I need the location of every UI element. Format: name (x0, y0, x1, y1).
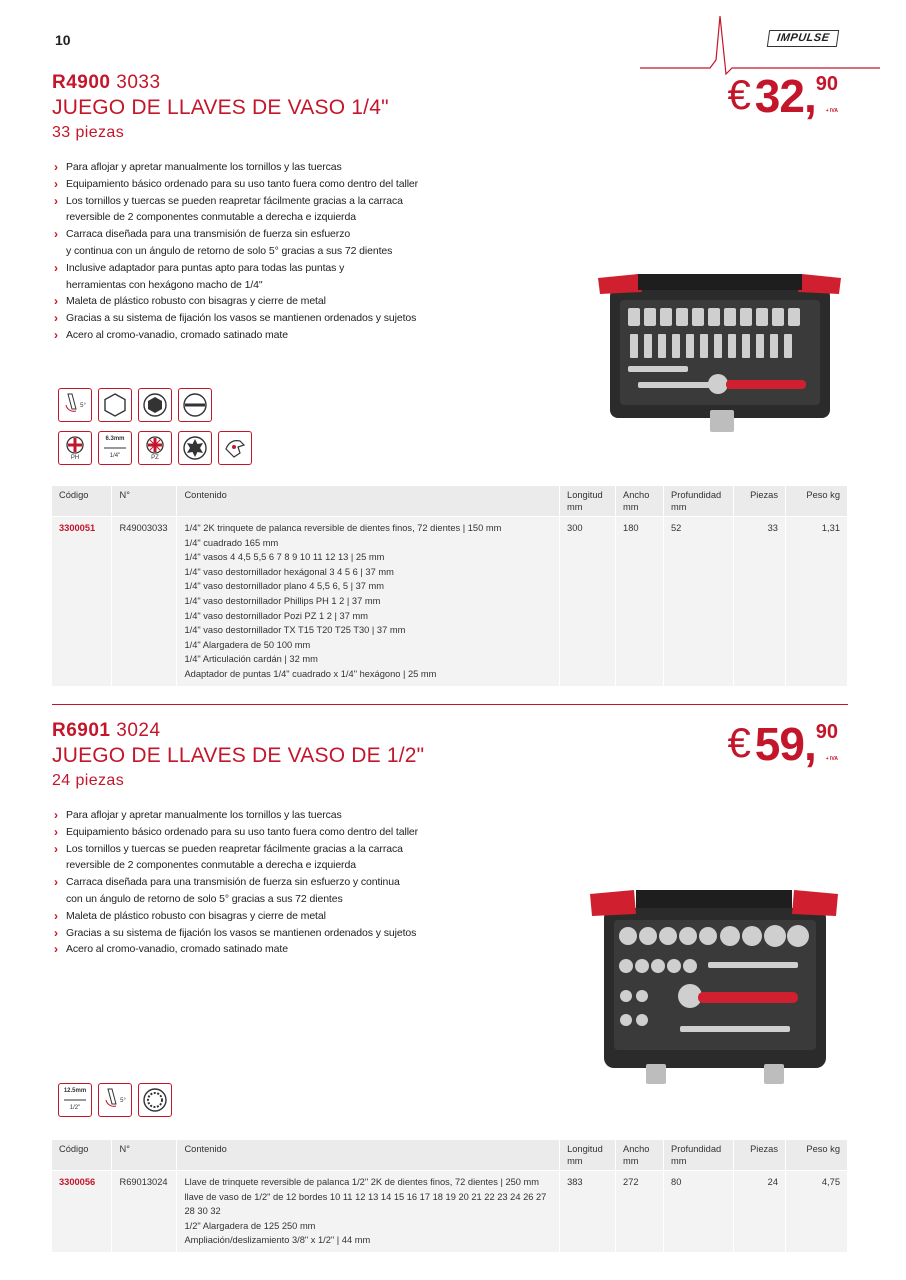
tax-note: + IVA (825, 756, 838, 762)
list-item: con un ángulo de retorno de solo 5° gracias a sus 72 dientes (66, 892, 343, 905)
table-row (52, 517, 848, 686)
column-header: Longitud mm (560, 486, 616, 517)
product-case-image-2 (590, 888, 840, 1088)
column-header: Código (52, 1140, 112, 1171)
column-header: Piezas (734, 486, 786, 517)
product-subtitle: 24 piezas (52, 772, 125, 789)
list-item: › Para aflojar y apretar manualmente los tornillos y las tuercas (54, 160, 342, 174)
brand-logo: IMPULSE (767, 30, 840, 47)
price-cents: 90 (815, 73, 838, 95)
list-item: › Carraca diseñada para una transmisión de fuerza sin esfuerzo y continua (54, 875, 400, 890)
column-header: Peso kg (785, 486, 847, 517)
list-item: › Equipamiento básico ordenado para su uso tanto fuera como dentro del taller (54, 824, 419, 839)
spec-table-2 (52, 1140, 848, 1252)
list-item: › Acero al cromo-vanadio, cromado satinado mate (54, 942, 288, 957)
feature-list-2 (52, 807, 492, 958)
pieces-cell: 24 (734, 1171, 786, 1252)
drive-size-icon: 6.3mm 1/4" (98, 431, 132, 465)
list-item: › Maleta de plástico robusto con bisagras y cierre de metal (54, 908, 326, 923)
phillips-icon: PH (58, 431, 92, 465)
hex-socket-icon (98, 388, 132, 422)
list-item: › Para aflojar y apretar manualmente los tornillos y las tuercas (54, 808, 342, 822)
feature-icons-row-1 (58, 388, 212, 422)
article-code: 3300056 (52, 1171, 112, 1252)
product-title: JUEGO DE LLAVES DE VASO DE 1/2" (52, 744, 425, 767)
ratchet-angle-icon: 5° (58, 388, 92, 422)
contents-cell: 1/4" 2K trinquete de palanca reversible de dientes finos, 72 dientes | 150 mm 1/4" cuadrado 165 mm 1/4" vasos 4 4,5 5,5 6 7 8 9 10 11 12 13 | 25 mm 1/4" vaso destornillador hexágonal 3 4 5 6 | 37 mm 1/4" vaso destornillador plano 4 5,5 6, 5 | 37 mm 1/4" vaso destornillador Phillips PH 1 2 | 37 mm 1/4" vaso destornillador Pozi PZ 1 2 | 37 mm 1/4" vaso destornillador TX T15 T20 T25 T30 | 37 mm 1/4" Alargadera de 50 100 mm 1/4" Articulación cardán | 32 mm Adaptador de puntas 1/4" cuadrado x 1/4" hexágono | 25 mm (177, 517, 560, 686)
product-title: JUEGO DE LLAVES DE VASO 1/4" (52, 96, 389, 119)
drive-size-icon: 12.5mm 1/2" (58, 1083, 92, 1117)
hex-key-icon (138, 388, 172, 422)
width-cell: 180 (616, 517, 664, 686)
list-item: › Gracias a su sistema de fijación los vasos se mantienen ordenados y sujetos (54, 925, 417, 940)
list-item: › Los tornillos y tuercas se pueden reapretar fácilmente gracias a la carraca (54, 193, 403, 208)
price-separator: , (803, 70, 816, 122)
column-header: N° (112, 1140, 177, 1171)
page-number: 10 (55, 32, 71, 48)
feature-list-1 (52, 159, 492, 344)
weight-cell: 4,75 (786, 1171, 848, 1252)
tax-note: + IVA (825, 108, 838, 114)
table-header-row (52, 486, 848, 517)
flat-screwdriver-icon (178, 388, 212, 422)
price-separator: , (803, 718, 816, 770)
table-row (52, 1171, 848, 1252)
list-item: › Equipamiento básico ordenado para su uso tanto fuera como dentro del taller (54, 176, 419, 191)
product-subtitle: 33 piezas (52, 124, 125, 141)
torx-icon (178, 431, 212, 465)
pozidriv-icon: PZ (138, 431, 172, 465)
list-item: reversible de 2 componentes conmutable a derecha e izquierda (66, 859, 356, 872)
product-code: R4900 3033 (52, 72, 161, 93)
ratchet-angle-icon: 5° (98, 1083, 132, 1117)
price-tag (727, 70, 838, 122)
column-header: Ancho mm (616, 486, 664, 517)
column-header: Longitud mm (560, 1140, 616, 1171)
price-tag (727, 718, 838, 770)
article-number: R49003033 (112, 517, 177, 686)
article-code: 3300051 (52, 517, 112, 686)
list-item: › Maleta de plástico robusto con bisagras y cierre de metal (54, 294, 326, 309)
length-cell: 383 (560, 1171, 616, 1252)
heartbeat-line-icon (640, 16, 880, 76)
length-cell: 300 (560, 517, 616, 686)
depth-cell: 52 (664, 517, 734, 686)
column-header: Profundidad mm (664, 1140, 734, 1171)
hand-tool-icon (218, 431, 252, 465)
feature-icons-row-3 (58, 1083, 172, 1117)
width-cell: 272 (616, 1171, 664, 1252)
list-item: › Acero al cromo-vanadio, cromado satinado mate (54, 327, 288, 342)
column-header: Peso kg (786, 1140, 848, 1171)
column-header: Piezas (734, 1140, 786, 1171)
list-item: y continua con un ángulo de retorno de solo 5° gracias a sus 72 dientes (66, 244, 393, 257)
twelve-point-socket-icon (138, 1083, 172, 1117)
table-header-row (52, 1140, 848, 1171)
product-code: R6901 3024 (52, 720, 161, 741)
currency-symbol: € (727, 71, 751, 118)
column-header: Código (52, 486, 112, 517)
feature-icons-row-2 (58, 431, 252, 465)
list-item: › Los tornillos y tuercas se pueden reapretar fácilmente gracias a la carraca (54, 841, 403, 856)
article-number: R69013024 (112, 1171, 177, 1252)
spec-table-1 (52, 486, 848, 686)
column-header: N° (112, 486, 177, 517)
list-item: herramientas con hexágono macho de 1/4" (66, 278, 263, 291)
product-header-1 (52, 72, 848, 142)
column-header: Profundidad mm (664, 486, 734, 517)
section-divider (52, 704, 848, 705)
column-header: Ancho mm (616, 1140, 664, 1171)
price-main: 32 (754, 70, 804, 122)
depth-cell: 80 (664, 1171, 734, 1252)
contents-cell: Llave de trinquete reversible de palanca 1/2" 2K de dientes finos, 72 dientes | 250 mm llave de vaso de 1/2" de 12 bordes 10 11 12 13 14 15 16 17 18 19 20 21 22 23 24 26 27 28 30 32 1/2" Alargadera de 125 250 mm Ampliación/deslizamiento 3/8" x 1/2" | 44 mm (177, 1171, 560, 1252)
list-item: › Inclusive adaptador para puntas apto para todas las puntas y (54, 260, 345, 275)
pieces-cell: 33 (734, 517, 786, 686)
list-item: › Carraca diseñada para una transmisión de fuerza sin esfuerzo (54, 227, 351, 242)
price-main: 59 (754, 718, 804, 770)
column-header: Contenido (177, 1140, 560, 1171)
product-header-2 (52, 720, 848, 790)
price-cents: 90 (815, 721, 838, 743)
currency-symbol: € (727, 719, 751, 766)
list-item: › Gracias a su sistema de fijación los vasos se mantienen ordenados y sujetos (54, 311, 417, 326)
weight-cell: 1,31 (785, 517, 847, 686)
list-item: reversible de 2 componentes conmutable a derecha e izquierda (66, 211, 356, 224)
product-case-image-1 (598, 270, 843, 440)
column-header: Contenido (177, 486, 560, 517)
